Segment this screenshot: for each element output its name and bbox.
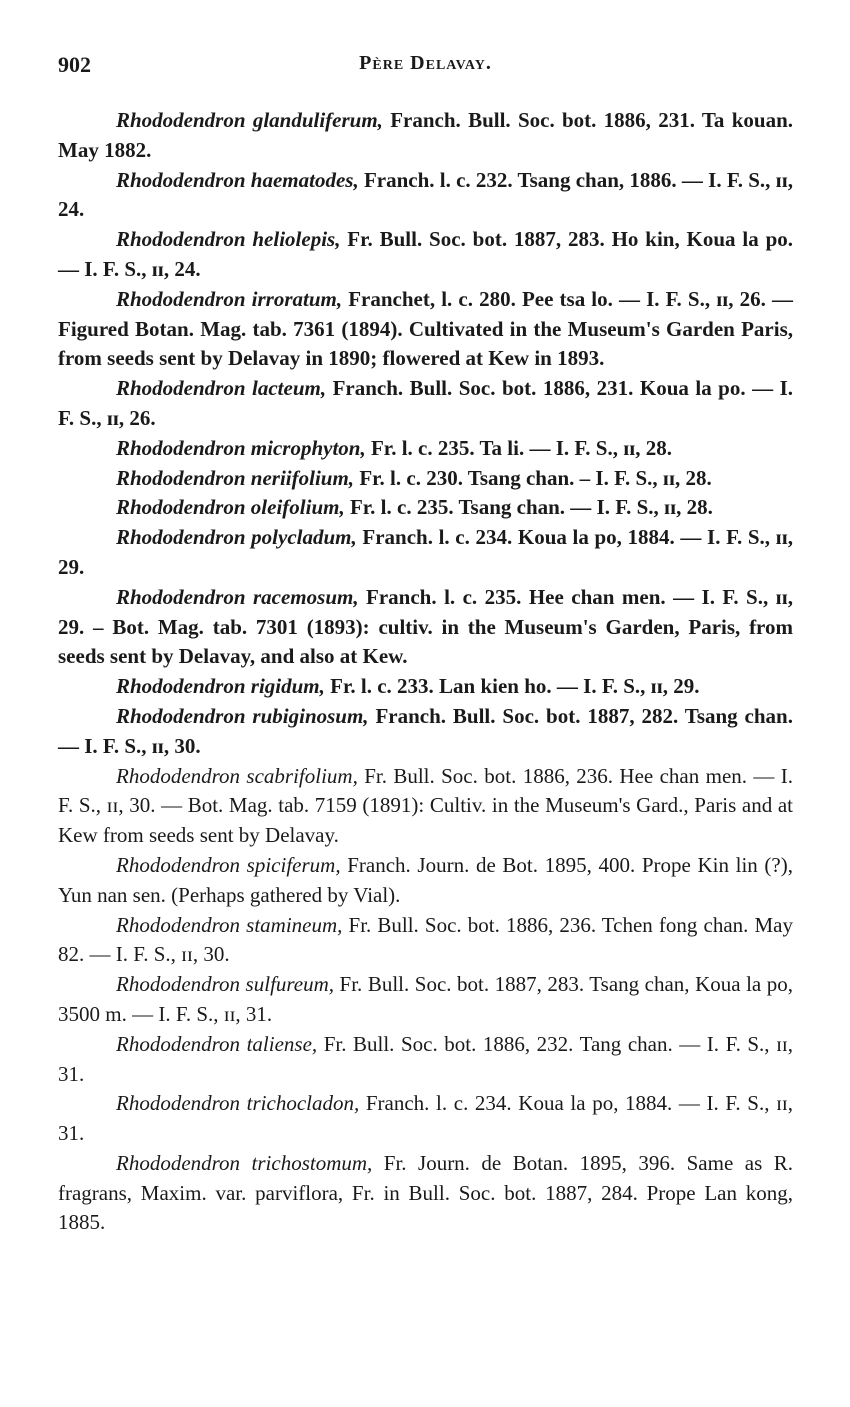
species-entry xyxy=(58,166,793,226)
citation-text: Fr. Journ. de Botan. 1895, 396. Same as R. fragrans, Maxim. var. parviflora, Fr. in Bull. Soc. bot. 1887, 284. Prope Lan kong, 1885. xyxy=(58,1150,793,1235)
species-entry xyxy=(58,583,793,672)
species-entry xyxy=(58,1089,793,1149)
citation-text: Fr. l. c. 230. Tsang chan. – I. F. S., ɪɪ, 28. xyxy=(354,465,712,490)
page-header xyxy=(58,52,793,82)
species-name: Rhododendron sulfureum, xyxy=(116,972,335,997)
citation-text: Fr. Bull. Soc. bot. 1887, 283. Ho kin, Koua la po. — I. F. S., ɪɪ, 24. xyxy=(58,227,793,281)
species-name: Rhododendron lacteum, xyxy=(116,376,327,401)
species-entry xyxy=(58,225,793,285)
citation-text: Franch. l. c. 235. Hee chan men. — I. F. S., ɪɪ, 29. – Bot. Mag. tab. 7301 (1893): cultiv. in the Museum's Garden, Paris, from seeds sent by Delavay, and also at Kew. xyxy=(58,584,793,669)
citation-text: Fr. Bull. Soc. bot. 1886, 232. Tang chan. — I. F. S., ɪɪ, 31. xyxy=(58,1031,794,1086)
species-name: Rhododendron trichocladon, xyxy=(116,1091,360,1116)
species-name: Rhododendron glanduliferum, xyxy=(116,108,383,132)
citation-text: Franchet, l. c. 280. Pee tsa lo. — I. F. S., ɪɪ, 26. — Figured Botan. Mag. tab. 7361 (1894). Cultivated in the Museum's Garden Paris, from seeds sent by Delavay in 1890; flowered at Kew in 1893. xyxy=(58,286,793,371)
citation-text: Franch. Bull. Soc. bot. 1886, 231. Koua la po. — I. F. S., ɪɪ, 26. xyxy=(58,376,793,430)
citation-text: Fr. Bull. Soc. bot. 1887, 283. Tsang chan, Koua la po, 3500 m. — I. F. S., ɪɪ, 31. xyxy=(58,972,793,1026)
species-entry xyxy=(58,1149,793,1238)
citation-text: Fr. l. c. 233. Lan kien ho. — I. F. S., ɪɪ, 29. xyxy=(324,674,700,699)
species-name: Rhododendron polycladum, xyxy=(116,525,357,550)
species-entry xyxy=(58,464,793,494)
species-name: Rhododendron stamineum, xyxy=(116,912,343,937)
citation-text: Franch. l. c. 232. Tsang chan, 1886. — I. F. S., ɪɪ, 24. xyxy=(58,167,793,222)
species-entry xyxy=(58,493,793,523)
species-name: Rhododendron trichostomum, xyxy=(116,1150,373,1175)
species-name: Rhododendron oleifolium, xyxy=(116,495,345,520)
citation-text: Franch. l. c. 234. Koua la po, 1884. — I. F. S., ɪɪ, 29. xyxy=(58,525,793,579)
species-entry xyxy=(58,911,793,971)
species-entry xyxy=(58,523,793,583)
species-entry xyxy=(58,672,793,702)
species-entry xyxy=(58,851,793,911)
species-name: Rhododendron rubiginosum, xyxy=(116,703,369,728)
species-entry xyxy=(58,285,793,374)
species-entry xyxy=(58,106,793,166)
species-entry xyxy=(58,762,793,851)
citation-text: Franch. l. c. 234. Koua la po, 1884. — I. F. S., ɪɪ, 31. xyxy=(58,1091,794,1146)
species-name: Rhododendron haematodes, xyxy=(116,167,359,192)
species-name: Rhododendron racemosum, xyxy=(116,584,359,609)
species-name: Rhododendron spiciferum, xyxy=(116,852,341,877)
citation-text: Fr. Bull. Soc. bot. 1886, 236. Tchen fong chan. May 82. — I. F. S., ɪɪ, 30. xyxy=(58,912,793,967)
species-name: Rhododendron taliense, xyxy=(116,1031,318,1056)
species-name: Rhododendron irroratum, xyxy=(116,286,343,311)
species-entry xyxy=(58,970,793,1030)
species-name: Rhododendron heliolepis, xyxy=(116,227,341,252)
citation-text: Fr. l. c. 235. Ta li. — I. F. S., ɪɪ, 28. xyxy=(365,435,673,460)
species-list xyxy=(58,106,793,1238)
species-name: Rhododendron rigidum, xyxy=(116,674,325,699)
citation-text: Franch. Bull. Soc. bot. 1886, 231. Ta kouan. May 1882. xyxy=(58,108,794,162)
page-number: 902 xyxy=(58,52,91,77)
citation-text: Franch. Journ. de Bot. 1895, 400. Prope Kin lin (?), Yun nan sen. (Perhaps gathered by Vial). xyxy=(58,852,793,907)
species-entry xyxy=(58,702,793,762)
species-name: Rhododendron microphyton, xyxy=(116,435,366,460)
species-entry xyxy=(58,374,793,434)
citation-text: Fr. Bull. Soc. bot. 1886, 236. Hee chan men. — I. F. S., ɪɪ, 30. — Bot. Mag. tab. 7159 (1891): Cultiv. in the Museum's Gard., Paris and at Kew from seeds sent by Delavay. xyxy=(58,763,793,848)
species-entry xyxy=(58,1030,793,1090)
species-name: Rhododendron neriifolium, xyxy=(116,465,355,490)
citation-text: Franch. Bull. Soc. bot. 1887, 282. Tsang chan. — I. F. S., ɪɪ, 30. xyxy=(58,703,793,758)
running-title: Père Delavay. xyxy=(359,52,492,74)
species-entry xyxy=(58,434,793,464)
species-name: Rhododendron scabrifolium, xyxy=(116,763,358,788)
citation-text: Fr. l. c. 235. Tsang chan. — I. F. S., ɪɪ, 28. xyxy=(344,495,713,520)
